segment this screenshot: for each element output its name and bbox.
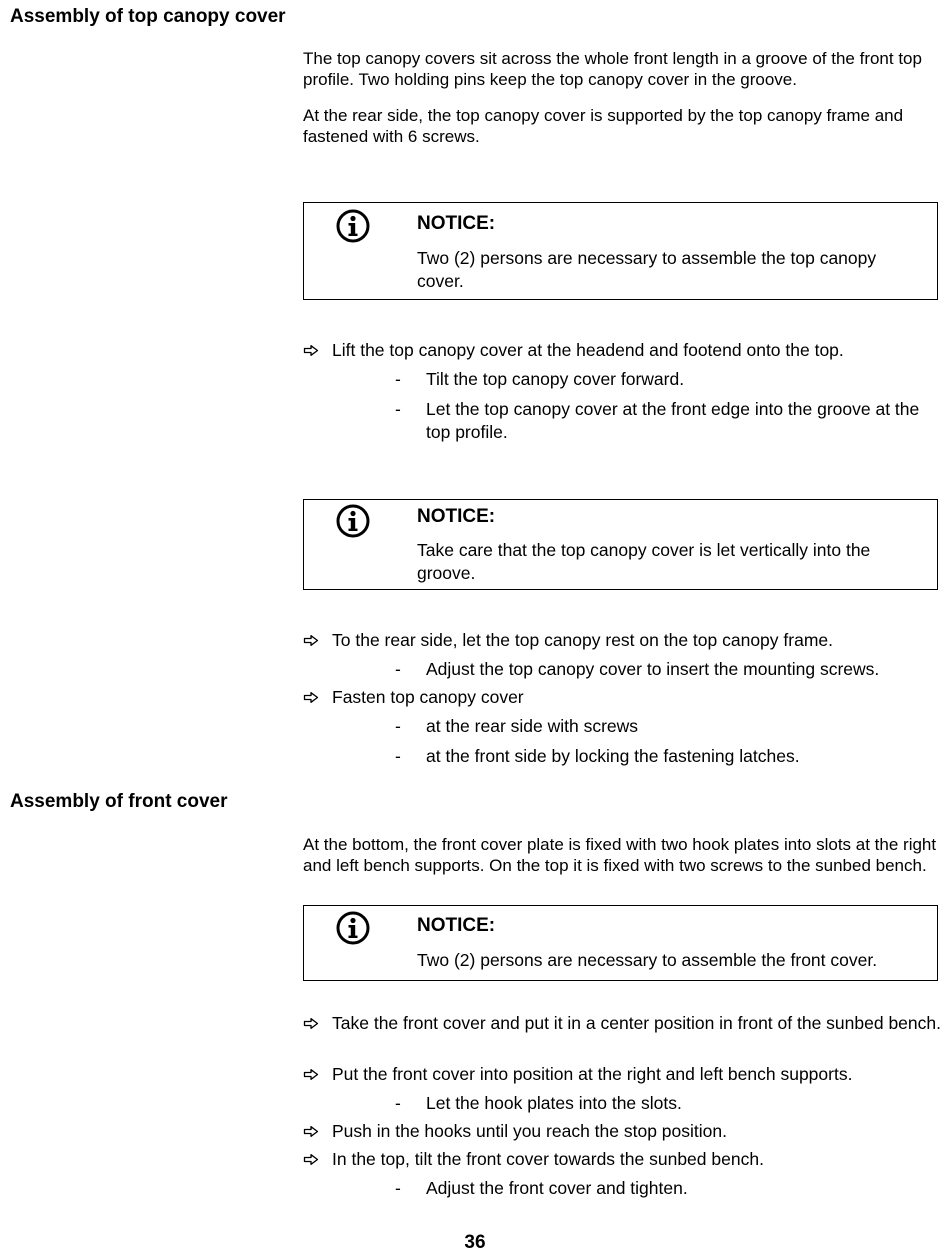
sub-step-text: Tilt the top canopy cover forward. — [426, 369, 685, 389]
arrow-right-icon — [303, 1148, 319, 1171]
step-text: To the rear side, let the top canopy rest on the top canopy frame. — [332, 630, 833, 650]
arrow-right-icon — [303, 1120, 319, 1143]
notice-text: Two (2) persons are necessary to assemble the front cover. — [417, 950, 878, 970]
step-text: Put the front cover into position at the right and left bench supports. — [332, 1064, 853, 1084]
sub-step-text: Let the top canopy cover at the front edge into the groove at the top profile. — [426, 399, 920, 442]
info-circle-icon — [336, 911, 370, 945]
sub-step-text: at the front side by locking the fastening latches. — [426, 746, 800, 766]
arrow-right-icon — [303, 1063, 319, 1086]
sub-step-text: Adjust the top canopy cover to insert the mounting screws. — [426, 659, 880, 679]
arrow-right-icon — [303, 629, 319, 652]
step-text: Push in the hooks until you reach the stop position. — [332, 1121, 727, 1141]
dash-marker: - — [395, 746, 401, 766]
info-circle-icon — [336, 504, 370, 538]
sub-step-text: at the rear side with screws — [426, 716, 639, 736]
notice-box-vertical — [303, 499, 938, 590]
arrow-right-icon — [303, 339, 319, 362]
notice-text: Two (2) persons are necessary to assemble the top canopy cover. — [417, 248, 877, 291]
section-heading-front-cover: Assembly of front cover — [10, 791, 228, 812]
step-text: In the top, tilt the front cover towards the sunbed bench. — [332, 1149, 764, 1169]
dash-marker: - — [395, 1093, 401, 1113]
dash-marker: - — [395, 716, 401, 736]
dash-marker: - — [395, 1178, 401, 1198]
notice-box-two-persons — [303, 202, 938, 300]
paragraph-front-cover: At the bottom, the front cover plate is fixed with two hook plates into slots at the right and left bench supports. On the top it is fixed with two screws to the sunbed bench. — [303, 835, 937, 875]
notice-title: NOTICE: — [417, 915, 496, 936]
paragraph-rear-support: At the rear side, the top canopy cover is supported by the top canopy frame and fastened with 6 screws. — [303, 106, 904, 146]
dash-marker: - — [395, 369, 401, 389]
step-text: Fasten top canopy cover — [332, 687, 524, 707]
arrow-right-icon — [303, 686, 319, 709]
info-circle-icon — [336, 209, 370, 243]
sub-step-text: Let the hook plates into the slots. — [426, 1093, 682, 1113]
notice-title: NOTICE: — [417, 506, 496, 527]
notice-text: Take care that the top canopy cover is let vertically into the groove. — [417, 540, 871, 583]
step-text: Lift the top canopy cover at the headend and footend onto the top. — [332, 340, 844, 360]
paragraph-groove: The top canopy covers sit across the whole front length in a groove of the front top profile. Two holding pins keep the top canopy cover in the groove. — [303, 49, 922, 89]
dash-marker: - — [395, 659, 401, 679]
step-text: Take the front cover and put it in a center position in front of the sunbed bench. — [332, 1013, 941, 1033]
notice-box-front-cover — [303, 905, 938, 981]
sub-step-text: Adjust the front cover and tighten. — [426, 1178, 688, 1198]
arrow-right-icon — [303, 1012, 319, 1035]
dash-marker: - — [395, 399, 401, 419]
notice-title: NOTICE: — [417, 213, 496, 234]
section-heading-top-canopy: Assembly of top canopy cover — [10, 6, 286, 27]
page-number: 36 — [464, 1232, 486, 1253]
